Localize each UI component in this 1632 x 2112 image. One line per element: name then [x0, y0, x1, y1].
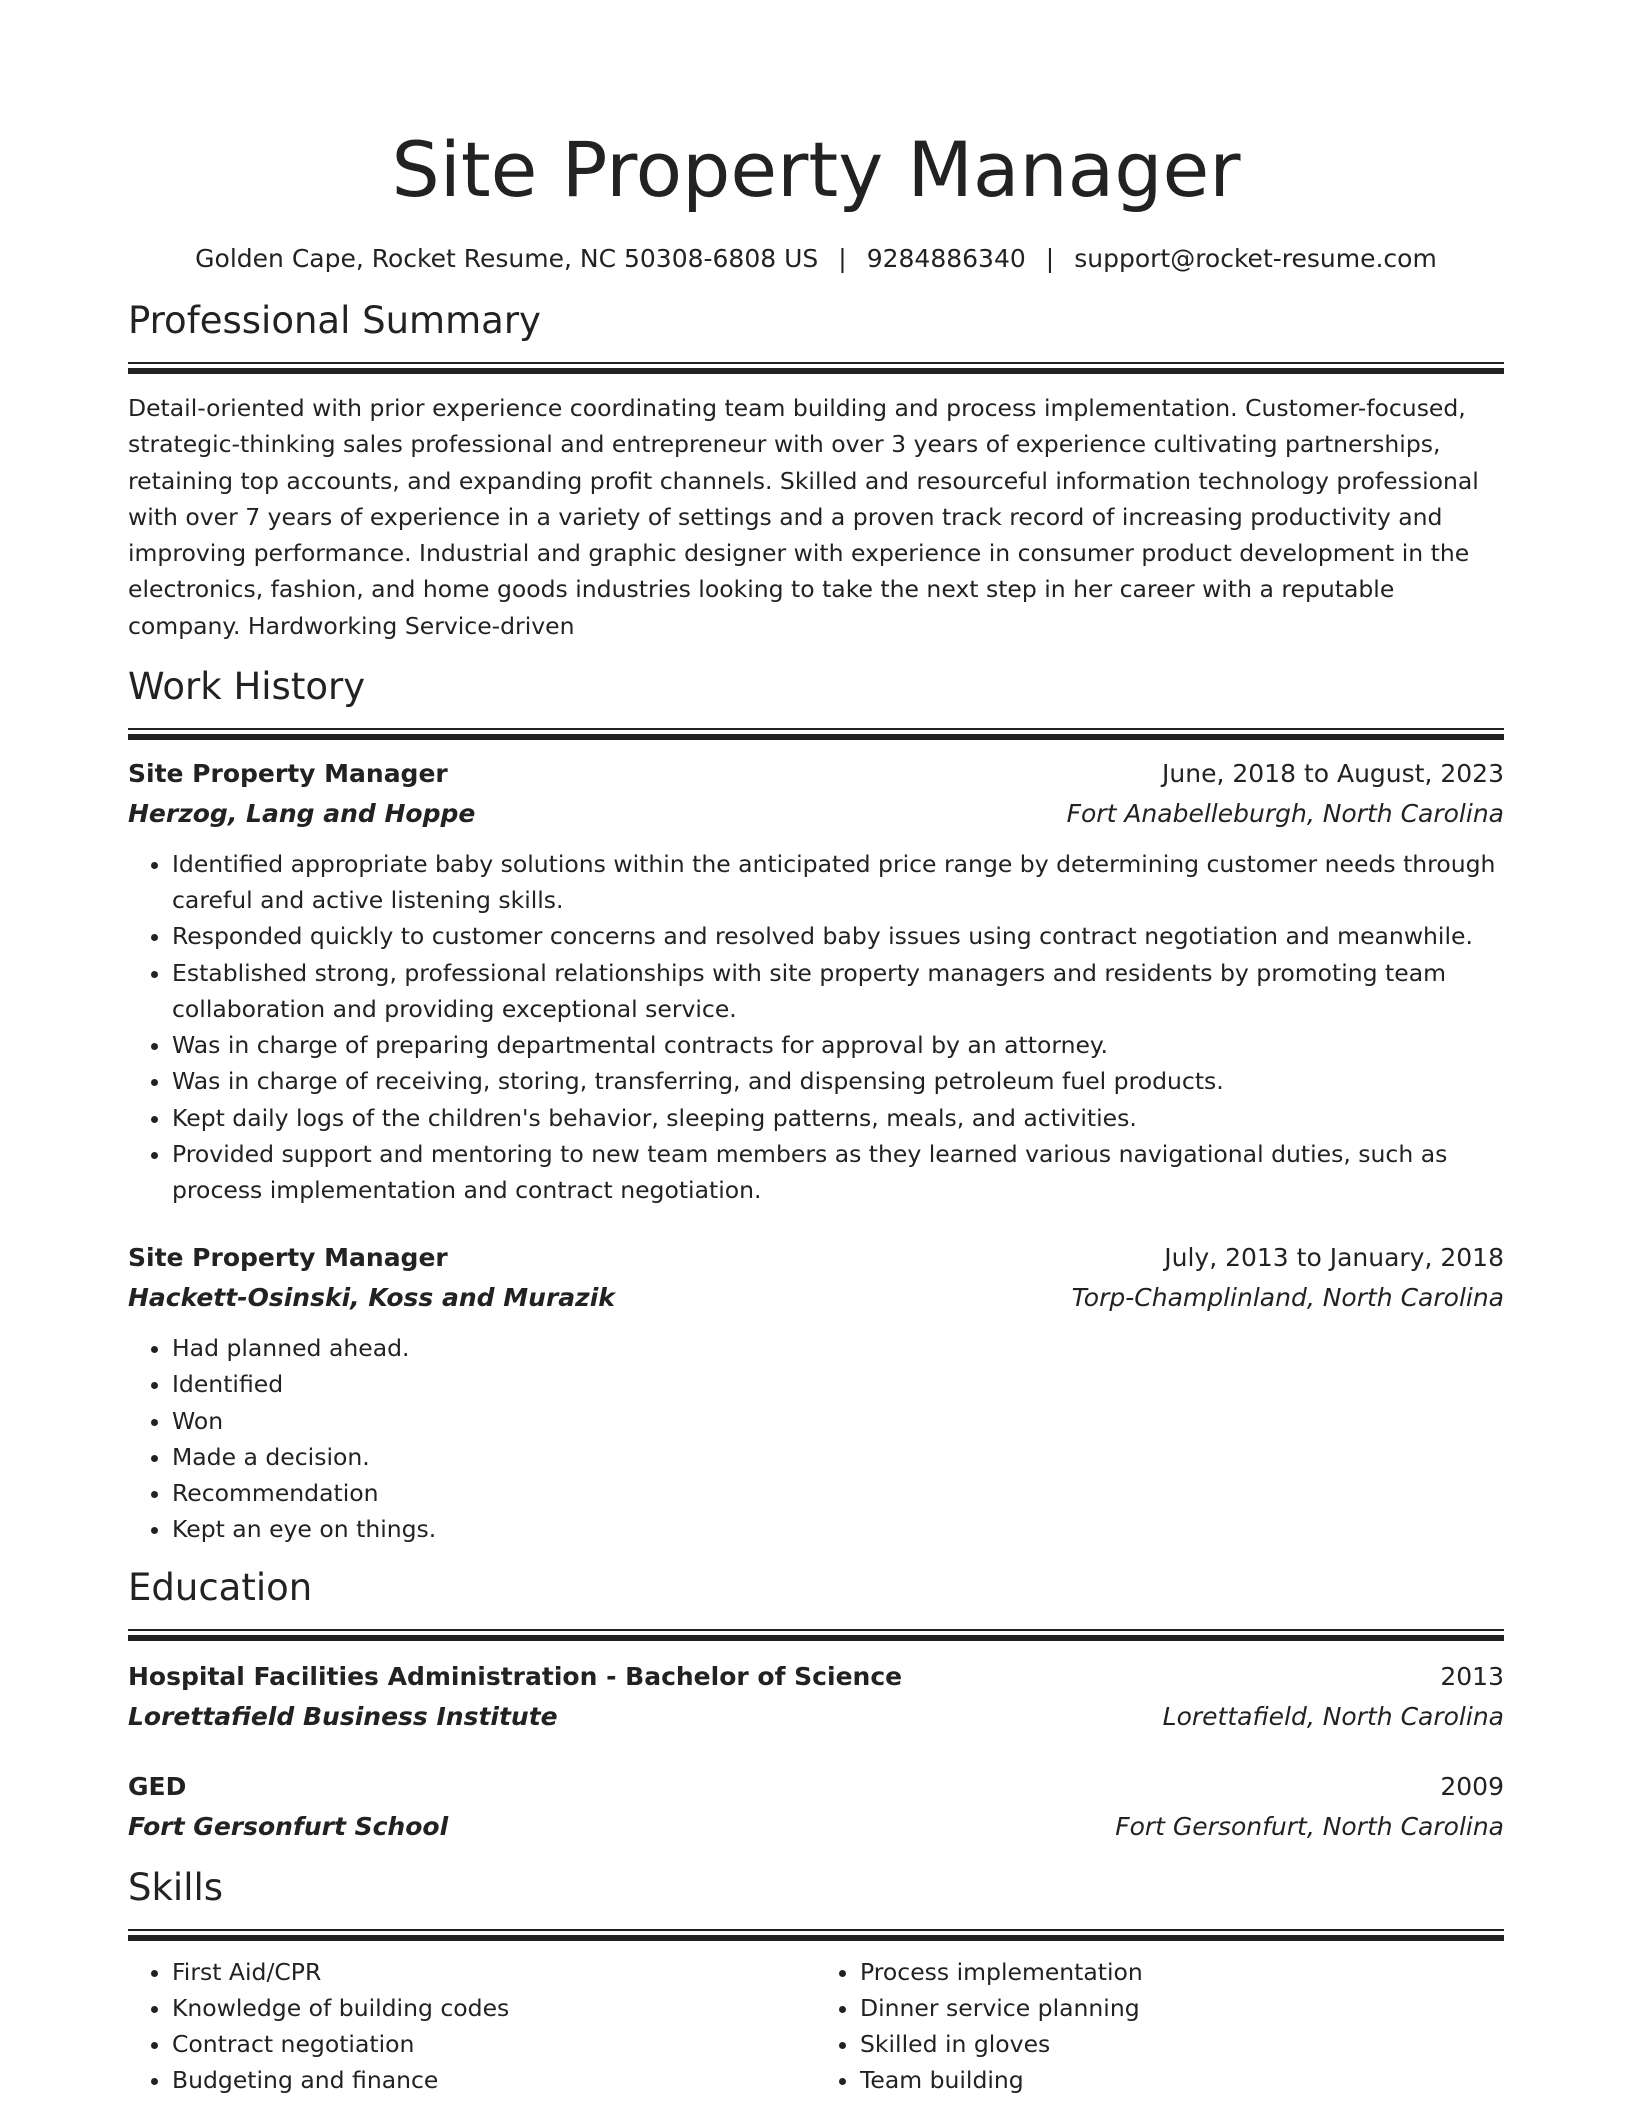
contact-line [128, 242, 1504, 276]
list-item: • Made a decision. [172, 1439, 1504, 1475]
education-degree: Hospital Facilities Administration - Bachelor of Science [128, 1662, 903, 1692]
education-sub-row [128, 1807, 1504, 1847]
contact-separator: | [838, 244, 847, 273]
job-sub-row [128, 1278, 1504, 1318]
list-item: • Budgeting and finance [172, 2063, 816, 2099]
list-item: • Provided support and mentoring to new team members as they learned various navigational duties, such as process implementation and contract negotiation. [172, 1136, 1504, 1208]
section-title: Skills [128, 1866, 224, 1910]
list-item: • Was in charge of preparing departmental contracts for approval by an attorney. [172, 1027, 1504, 1063]
job-header-row [128, 754, 1504, 794]
list-item: • Established strong, professional relationships with site property managers and residents by promoting team collaboration and providing exceptional service. [172, 955, 1504, 1027]
list-item: • Dinner service planning [860, 1991, 1504, 2027]
education-header-row [128, 1767, 1504, 1807]
job-bullets [128, 1330, 1504, 1547]
contact-phone: 9284886340 [866, 244, 1026, 273]
list-item: • Recommendation [172, 1475, 1504, 1511]
job-header-row [128, 1238, 1504, 1278]
job-sub-row [128, 794, 1504, 834]
education-degree: GED [128, 1772, 187, 1802]
section-title: Education [128, 1566, 313, 1610]
education-school: Fort Gersonfurt School [128, 1812, 449, 1842]
education-location: Lorettafield, North Carolina [1162, 1702, 1504, 1732]
education-header-row [128, 1657, 1504, 1697]
contact-separator: | [1045, 244, 1055, 273]
list-item: • First Aid/CPR [172, 1955, 816, 1991]
education-location: Fort Gersonfurt, North Carolina [1115, 1812, 1504, 1842]
section-divider [128, 728, 1504, 740]
list-item: • Contract negotiation [172, 2027, 816, 2063]
job-location: Torp-Champlinland, North Carolina [1071, 1283, 1504, 1313]
section-summary [128, 296, 1504, 644]
job-dates: June, 2018 to August, 2023 [1162, 759, 1504, 789]
list-item: • Skilled in gloves [860, 2027, 1504, 2063]
section-divider [128, 362, 1504, 374]
job-entry [128, 754, 1504, 1208]
list-item: • Kept an eye on things. [172, 1511, 1504, 1547]
section-skills [128, 1863, 1504, 2098]
section-divider [128, 1929, 1504, 1941]
skills-columns [128, 1955, 1504, 2098]
list-item: • Had planned ahead. [172, 1330, 1504, 1366]
education-entry [128, 1657, 1504, 1737]
section-work-history [128, 662, 1504, 1547]
job-company: Hackett-Osinski, Koss and Murazik [128, 1283, 615, 1313]
list-item: • Process implementation [860, 1955, 1504, 1991]
skills-column-right [816, 1955, 1504, 2098]
list-item: • Responded quickly to customer concerns and resolved baby issues using contract negotiation and meanwhile. [172, 918, 1504, 954]
job-location: Fort Anabelleburgh, North Carolina [1066, 799, 1504, 829]
summary-text: Detail-oriented with prior experience coordinating team building and process implementation. Customer-focused, strategic-thinking sales professional and entrepreneur with over 3 years of experience cultivating partnerships, retaining top accounts, and expanding profit channels. Skilled and resourceful information technology professional with over 7 years of experience in a variety of settings and a proven track record of increasing productivity and improving performance. Industrial and graphic designer with experience in consumer product development in the electronics, fashion, and home goods industries looking to take the next step in her career with a reputable company. Hardworking Service-driven [128, 394, 1479, 640]
section-education [128, 1563, 1504, 1847]
education-sub-row [128, 1697, 1504, 1737]
education-school: Lorettafield Business Institute [128, 1702, 558, 1732]
education-entry [128, 1767, 1504, 1847]
job-title: Site Property Manager [128, 1243, 448, 1273]
job-bullets [128, 846, 1504, 1208]
education-year: 2009 [1440, 1772, 1504, 1802]
list-item: • Won [172, 1403, 1504, 1439]
list-item: • Kept daily logs of the children's behavior, sleeping patterns, meals, and activities. [172, 1100, 1504, 1136]
skills-column-left [128, 1955, 816, 2098]
job-title: Site Property Manager [128, 759, 448, 789]
list-item: • Team building [860, 2063, 1504, 2099]
section-title: Work History [128, 665, 366, 709]
contact-email: support@rocket-resume.com [1074, 244, 1437, 273]
list-item: • Identified [172, 1366, 1504, 1402]
contact-address: Golden Cape, Rocket Resume, NC 50308-6808 US [195, 244, 819, 273]
resume-name: Site Property Manager [391, 125, 1241, 214]
list-item: • Knowledge of building codes [172, 1991, 816, 2027]
list-item: • Identified appropriate baby solutions within the anticipated price range by determining customer needs through careful and active listening skills. [172, 846, 1504, 918]
section-divider [128, 1629, 1504, 1641]
job-dates: July, 2013 to January, 2018 [1164, 1243, 1504, 1273]
job-entry [128, 1238, 1504, 1547]
education-year: 2013 [1440, 1662, 1504, 1692]
list-item: • Was in charge of receiving, storing, transferring, and dispensing petroleum fuel products. [172, 1063, 1504, 1099]
section-title: Professional Summary [128, 299, 541, 342]
job-company: Herzog, Lang and Hoppe [128, 799, 476, 829]
